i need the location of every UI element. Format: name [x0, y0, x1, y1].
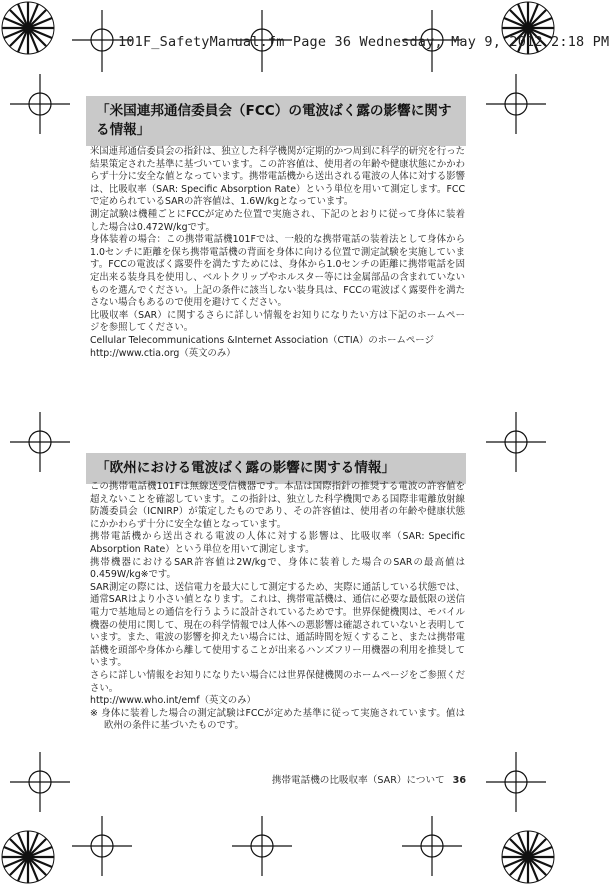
- starburst-mark-top-left: [2, 2, 54, 54]
- crosshair-mark-right-upper: [486, 74, 546, 134]
- ctia-url[interactable]: http://www.ctia.org（英文のみ）: [90, 347, 236, 359]
- page-footer: [200, 772, 466, 786]
- footer-label: 携帯電話機の比吸収率（SAR）について: [271, 775, 445, 786]
- crosshair-mark-right-middle: [486, 412, 546, 472]
- print-header-line: 101F_SafetyManual.fm Page 36 Wednesday, May 9, 2012 2:18 PM: [118, 34, 609, 50]
- section-title-europe: 「欧州における電波ばく露の影響に関する情報」: [96, 460, 396, 476]
- crosshair-mark-left-lower: [10, 752, 70, 812]
- footnote: ※ 身体に装着した場合の測定試験はFCCが定めた基準に従って実施されています。値は欧州の条件に基づいたものです。: [90, 707, 465, 732]
- paragraph: 携帯機器におけるSAR許容値は2W/kgで、身体に装着した場合のSARの最高値は0.459W/kg※です。: [90, 556, 465, 581]
- paragraph: 比吸収率（SAR）に関するさらに詳しい情報をお知りになりたい方は下記のホームページを参照してください。: [90, 309, 465, 334]
- section-body-fcc: [90, 146, 465, 360]
- paragraph: さらに詳しい情報をお知りになりたい場合には世界保健機関のホームページをご参照ください。: [90, 669, 465, 694]
- section-body-europe: [90, 481, 465, 733]
- section-heading-box-fcc: [86, 96, 466, 146]
- crosshair-mark-bottom-center: [232, 816, 292, 876]
- crosshair-mark-left-upper: [10, 74, 70, 134]
- paragraph: 携帯電話機から送出される電波の人体に対する影響は、比吸収率（SAR: Specific Absorption Rate）という単位を用いて測定します。: [90, 531, 465, 555]
- starburst-mark-bottom-right: [502, 831, 554, 883]
- paragraph: 身体装着の場合：この携帯電話機101Fでは、一般的な携帯電話の装着法として身体から1.0センチに距離を保ち携帯電話機の背面を身体に向ける位置で測定試験を実施しています。FCCの電波ばく露要件を満たすためには、身体から1.0センチの距離に携帯電話を固定出来る装身具を使用し、ベルトクリップやホルスター等には金属部品の含まれていないものを選んでください。上記の条件に該当しない装身具は、FCCの電波ばく露要件を満たさない場合もあるので使用を避けてください。: [90, 234, 465, 309]
- crosshair-mark-bottom-right: [402, 816, 462, 876]
- crosshair-mark-bottom-left: [72, 816, 132, 876]
- paragraph: Cellular Telecommunications &Internet Association（CTIA）のホームページ: [90, 334, 434, 346]
- paragraph: 測定試験は機種ごとにFCCが定めた位置で実施され、下記のとおりに従って身体に装着した場合は0.472W/kgです。: [90, 208, 465, 233]
- page-number: 36: [452, 775, 466, 786]
- paragraph: 米国連邦通信委員会の指針は、独立した科学機関が定期的かつ周到に科学的研究を行った結果策定された基準に基づいています。この許容値は、使用者の年齢や健康状態にかかわらず十分に安全な値となっています。携帯電話機から送出される電波の人体に対する影響は、比吸収率（SAR: Specific Absorption Rate）という単位を用いて測定します。FCCで定められているSARの許容値は、1.6W/kgとなっています。: [90, 146, 466, 208]
- paragraph: この携帯電話機101Fは無線送受信機器です。本品は国際指針の推奨する電波の許容値を超えないことを確認しています。この指針は、独立した科学機関である国際非電離放射線防護委員会（ICNIRP）が策定したものであり、その許容値は、使用者の年齢や健康状態にかかわらず十分に安全な値となっています。: [90, 481, 465, 530]
- starburst-mark-bottom-left: [2, 831, 54, 883]
- crosshair-mark-left-middle: [10, 412, 70, 472]
- section-title-fcc: 「米国連邦通信委員会（FCC）の電波ばく露の影響に関する情報」: [96, 103, 452, 138]
- section-heading-box-europe: [86, 453, 466, 484]
- who-url[interactable]: http://www.who.int/emf（英文のみ）: [90, 695, 256, 707]
- paragraph: SAR測定の際には、送信電力を最大にして測定するため、実際に通話している状態では、通常SARはより小さい値となります。これは、携帯電話機は、通信に必要な最低限の送信電力で基地局との通信を行うように設計されているためです。世界保健機関は、モバイル機器の使用に関して、現在の科学情報では人体への悪影響は確認されていないと表明しています。また、電波の影響を抑えたい場合には、通話時間を短くすること、または携帯電話機を頭部や身体から離して使用することが出来るハンズフリー用機器の利用を推奨しています。: [90, 581, 465, 669]
- crosshair-mark-right-lower: [486, 752, 546, 812]
